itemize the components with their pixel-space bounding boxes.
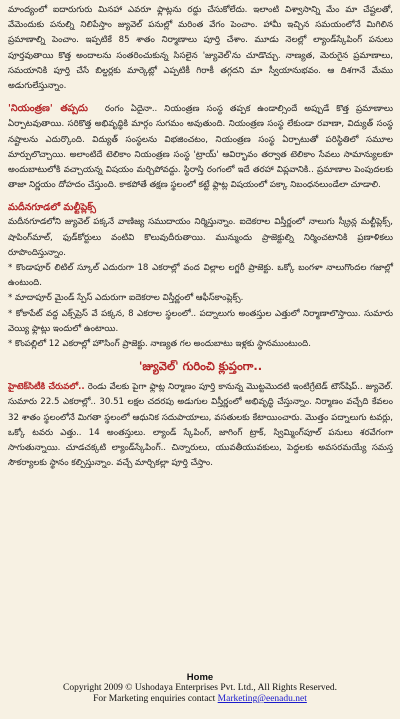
jewel-lead: హైటెక్‌సిటీకి చేరువలో.. <box>8 382 85 393</box>
marketing-line <box>0 694 400 705</box>
multiplex-paragraph: మదీనగూడలోని జ్యువెల్ పక్కనే వాణిజ్య సముదాయం నిర్మిస్తున్నాం. ఐదెకరాల విస్తీర్ణంలో నాలుగు స్క్రీన్ల మల్టీప్లెక్స్, షాపింగ్‌మాల్, ఫుడ్‌కోర్టులు వంటివి కొలువుదీరుతాయి. మున్ముందు ప్రాజెక్టుల్ని నిర్మించటానికి ప్రణాళికలు రూపొందిస్తున్నాం. <box>8 217 393 258</box>
home-link[interactable]: Home <box>186 672 214 683</box>
marketing-email-link[interactable]: Marketing@eenadu.net <box>217 694 307 704</box>
page-footer <box>0 672 400 705</box>
intro-paragraph: మాంద్యంలో ఐదారుగురు మినహా ఎవరూ ఫ్లాట్లను రద్దు చేసుకోలేదు. ఇలాంటి విశ్వాసాన్ని మేం మా చేష్టలతో, వేమెందుకు పనుల్ని నిలిపేస్తాం జ్యువెల్ పనుల్లో మరింత వేగం పెంచాం. హామీ ఇచ్చిన సమయంలోనే మిగిలిన ప్రమాణాల్ని పెంచాం. ఇప్పటికే 85 శాతం నిర్మాణాలు పూర్తి చేశాం. మూడు నెలల్లో ల్యాండ్‌స్కేపింగ్ పనులు పూర్తవుతాయి కొత్త అందాలను సంతరించుకున్న సిసలైన 'జ్యువెల్'ను చూడొచ్చు. నాణ్యత, మెరుగైన ప్రమాణాలు, సమయానికి పూర్తి చేసే బిల్డర్లకు మార్కెట్లో ఎప్పటికీ గిరాకీ తగ్గదని మా స్వీయానుభవం. ఆ దిశగానే మేము అడుగులేస్తున్నాం. <box>8 5 393 92</box>
jewel-text: రెండు వేలకు పైగా ఫ్లాట్ల నిర్మాణం పూర్తి కానున్న మొట్టమొదటి ఇంటిగ్రేటెడ్ టౌన్‌షిప్.. జ్యువెల్. సుమారు 22.5 ఎకరాల్లో.. 30.51 లక్షల చదరపు అడుగుల విస్తీర్ణంలో అభివృద్ధి చేస్తున్నాం. నిర్మాణం వచ్చేది కేవలం 32 శాతం స్థలంలోనే మిగతా స్థలంలో ఆధునిక సదుపాయాలు, వసతులకు కేటాయించారు. మొత్తం పద్నాలుగు టవర్లు, ఒక్కో టవరు ఎత్తు.. 14 అంతస్తులు. ల్యాండ్ స్కేపింగ్, జాగింగ్ ట్రాక్, స్విమ్మింగ్‌పూల్ పనులు శరవేగంగా సాగుతున్నాయి. చూడచక్కటి ల్యాండ్‌స్కేపింగ్.. చిన్నారులు, యువతీయువకులు, పెద్దలకు అవసరమయ్యే సమస్త సౌకర్యాలకు స్థానం కల్పిస్తున్నాం. వచ్చే మార్చికల్లా పూర్తి చేస్తాం. <box>8 382 393 469</box>
project-bullet: * మాదాపూర్ మైండ్ స్పేస్ ఎదురుగా ఐదెకరాల విస్తీర్ణంలో ఆఫీస్‌కాంప్లెక్స్. <box>8 291 393 306</box>
regulation-paragraph <box>8 102 393 193</box>
project-bullet: * కొండాపూర్ లిటిల్ స్కూల్ ఎదురుగా 18 ఎకరాల్లో వంద విల్లాల లగ్జరీ ప్రాజెక్టు. ఒక్కో బంగళా నాలుగొందల గజాల్లో ఉంటుంది. <box>8 261 393 291</box>
project-bullet: * కొంపల్లిలో 12 ఎకరాల్లో హౌసింగ్ ప్రాజెక్టు. నాణ్యత గల అందుబాటు ఇళ్లకు స్థానముంటుంది. <box>8 337 393 352</box>
project-bullet: * కోకాపేట్ వద్ద ఎక్స్‌ప్రెస్ వే పక్కన, 8 ఎకరాల స్థలంలో.. పద్నాలుగు అంతస్తుల ఎత్తులో నిర్మాణాలొస్తాయి. సుమారు వెయ్యి ఫ్లాట్లు ఇందులో ఉంటాయి. <box>8 307 393 337</box>
regulation-heading: 'నియంత్రణ' తప్పదు <box>8 103 88 115</box>
multiplex-heading: మదీనగూడలో మల్టీప్లెక్స్ <box>8 202 97 214</box>
regulation-text: రంగం ఏదైనా.. నియంత్రణ సంస్థ తప్పక ఉండాల్సిందే అప్పుడే కొత్త ప్రమాణాలు ఏర్పాటవుతాయి. సరికొత్త అభివృద్ధికి మార్గం సుగమం అవుతుంది. నియంత్రణ సంస్థ లేకుండా రవాణా, విద్యుత్ సంస్థ నష్టాలను ఎదుర్కొంది. విద్యుత్ సంస్థలను విభజించటం, నియంత్రణ సంస్థ ఏర్పాటుతో పరిస్థితిలో సమూల మార్పులొచ్చాయి. అలాంటిదే టెలికాం నియంత్రణ సంస్థ 'ట్రాయ్' ఆవిర్భావం తర్వాత టెలికాం సేవలు సామాన్యులకూ అందుబాటులోకి వచ్చాయన్న విషయం మర్చిపోవద్దు. స్థిరాస్తి రంగంలో ఇదే తరహా విప్లవానికి.. ప్రమాణాల పెంపుదలకు తాజా నిర్ణయం దోహదం చేస్తుంది. కాకపోతే తక్షణ స్థలంలో కట్టే ఫ్లాట్ల విషయంలో పక్కా నిబంధనలుండేలా చూడాలి. <box>8 104 393 191</box>
jewel-section-title: 'జ్యువెల్' గురించి క్లుప్తంగా.. <box>138 359 263 374</box>
copyright-text: Copyright 2009 © Ushodaya Enterprises Pvt. Ltd., All Rights Reserved. <box>63 683 337 693</box>
jewel-paragraph <box>8 380 393 471</box>
marketing-prefix: For Marketing enquiries contact <box>93 694 218 704</box>
